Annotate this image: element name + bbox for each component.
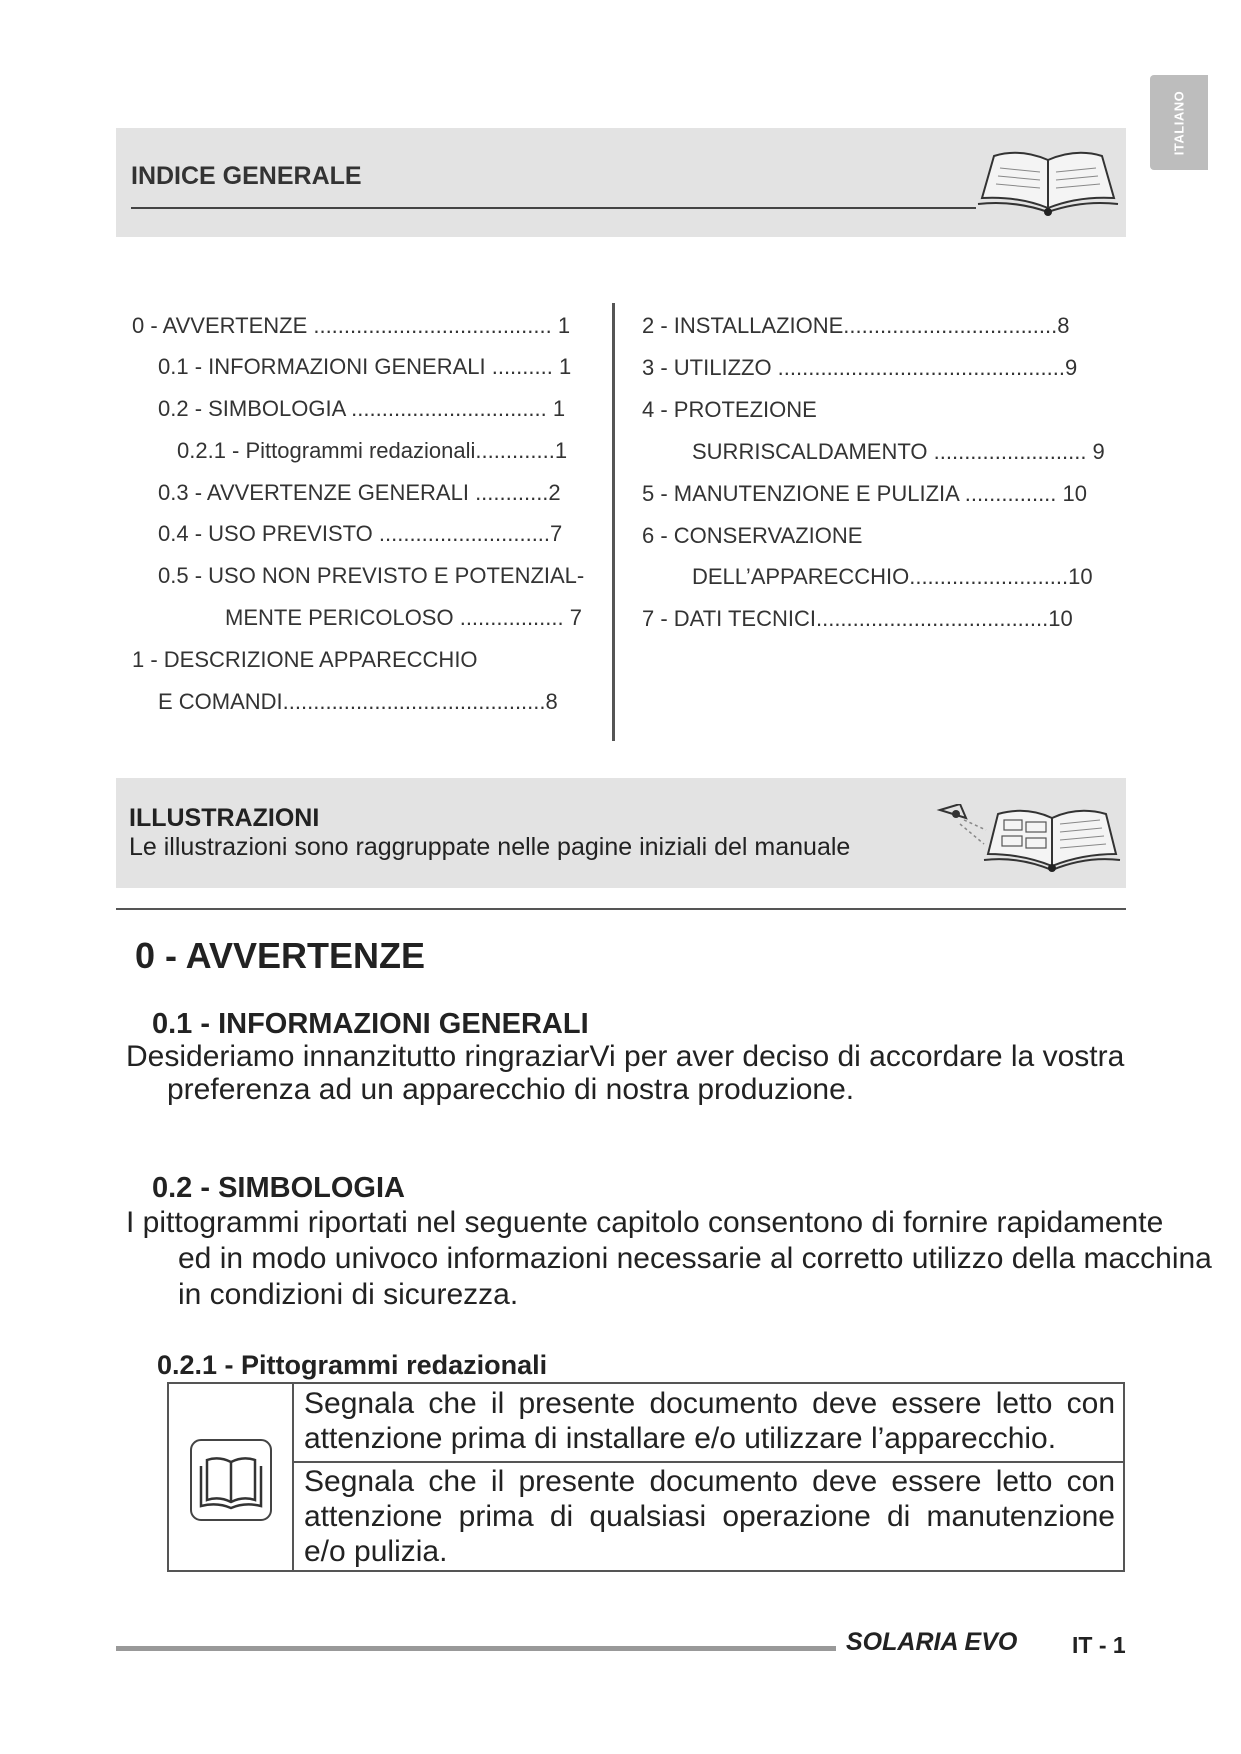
subsection-title: 0.2 - SIMBOLOGIA [152, 1172, 405, 1204]
illustrations-box [116, 778, 1126, 888]
language-tab [1150, 75, 1208, 170]
paragraph-line: ed in modo univoco informazioni necessarie al corretto utilizzo della macchina [178, 1242, 1212, 1275]
toc-entry: 0.3 - AVVERTENZE GENERALI ............2 [158, 480, 561, 505]
index-title-rule [131, 207, 976, 209]
table-row-text: Segnala che il presente documento deve essere letto con attenzione prima di installare e/o utilizzare l’apparecchio. [304, 1387, 1115, 1455]
toc-entry: 0.1 - INFORMAZIONI GENERALI .......... 1 [158, 354, 572, 379]
toc-entry: 1 - DESCRIZIONE APPARECCHIO [132, 647, 478, 672]
table-divider [292, 1384, 294, 1570]
section-divider [116, 908, 1126, 910]
subsubsection-title: 0.2.1 - Pittogrammi redazionali [157, 1350, 548, 1380]
illustrations-title: ILLUSTRAZIONI [129, 804, 320, 832]
paragraph-line: I pittogrammi riportati nel seguente capitolo consentono di fornire rapidamente [126, 1206, 1164, 1239]
toc-entry: E COMANDI...........................................8 [158, 689, 558, 714]
toc-entry: 0.2 - SIMBOLOGIA ................................ 1 [158, 396, 566, 421]
section-title: 0 - AVVERTENZE [135, 935, 426, 976]
toc-entry: 0.5 - USO NON PREVISTO E POTENZIAL- [158, 563, 585, 588]
paragraph-line: Desideriamo innanzitutto ringraziarVi per aver deciso di accordare la vostra [126, 1040, 1125, 1073]
footer-rule [116, 1646, 836, 1651]
table-row-text: Segnala che il presente documento deve essere letto con attenzione prima di qualsiasi operazione di manutenzione e/o pulizia. [304, 1465, 1115, 1568]
pictogram-table [167, 1382, 1125, 1572]
toc-entry: MENTE PERICOLOSO ................. 7 [225, 605, 582, 630]
toc-entry: SURRISCALDAMENTO ......................... 9 [692, 439, 1105, 464]
toc-entry: 0.4 - USO PREVISTO ............................7 [158, 521, 563, 546]
index-title: INDICE GENERALE [131, 162, 362, 190]
footer-page-number: IT - 1 [1072, 1632, 1126, 1658]
toc-entry: 0.2.1 - Pittogrammi redazionali.............1 [177, 438, 568, 463]
subsection-title: 0.1 - INFORMAZIONI GENERALI [152, 1008, 589, 1040]
book-with-eye-icon [926, 804, 1122, 874]
open-book-icon [974, 142, 1122, 220]
book-icon [189, 1438, 273, 1522]
index-header [116, 128, 1126, 237]
toc-entry: 2 - INSTALLAZIONE...................................8 [642, 313, 1070, 338]
toc-entry: 6 - CONSERVAZIONE [642, 523, 863, 548]
footer-product-name: SOLARIA EVO [846, 1628, 1018, 1656]
toc-entry: DELL’APPARECCHIO..........................10 [692, 564, 1093, 589]
paragraph-line: preferenza ad un apparecchio di nostra produzione. [167, 1073, 855, 1106]
toc-entry: 0 - AVVERTENZE ....................................... 1 [132, 313, 571, 338]
toc-entry: 7 - DATI TECNICI......................................10 [642, 606, 1073, 631]
illustrations-text: Le illustrazioni sono raggruppate nelle pagine iniziali del manuale [129, 833, 851, 861]
toc-entry: 4 - PROTEZIONE [642, 397, 817, 422]
toc-divider [612, 303, 615, 741]
toc-entry: 3 - UTILIZZO ...............................................9 [642, 355, 1078, 380]
language-tab-label: ITALIANO [1171, 90, 1187, 155]
toc-entry: 5 - MANUTENZIONE E PULIZIA ............... 10 [642, 481, 1087, 506]
table-divider [292, 1461, 1123, 1463]
paragraph-line: in condizioni di sicurezza. [178, 1278, 519, 1311]
